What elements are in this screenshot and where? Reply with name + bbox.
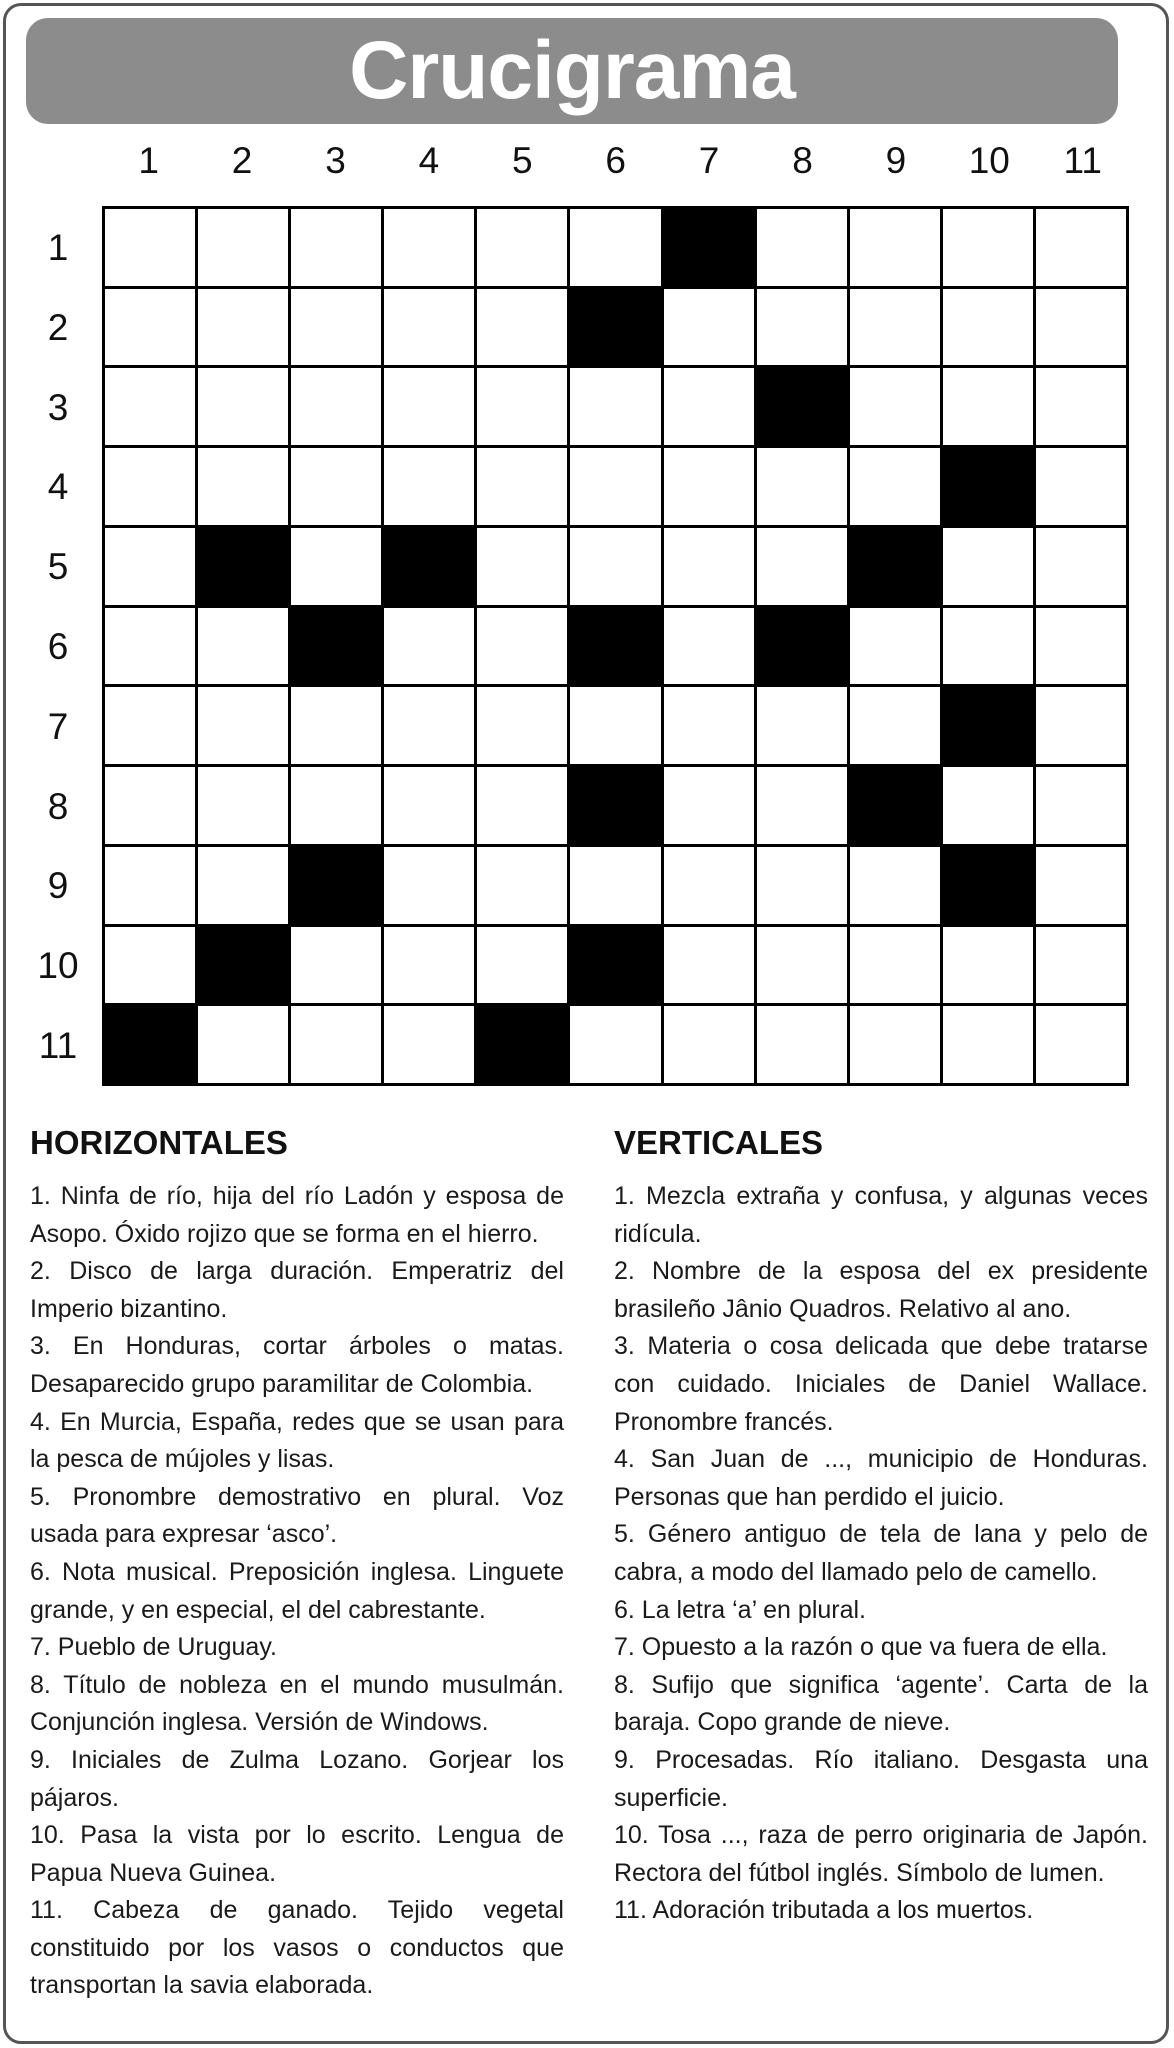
grid-cell[interactable] [850, 209, 940, 286]
black-cell [664, 209, 754, 286]
grid-cell[interactable] [850, 608, 940, 685]
grid-cell[interactable] [664, 767, 754, 844]
row-number: 4 [47, 466, 69, 508]
horizontales-clue-list [30, 1178, 564, 2005]
grid-cell[interactable] [850, 927, 940, 1004]
grid-cell[interactable] [757, 289, 847, 366]
horizontales-clue: 9. Iniciales de Zulma Lozano. Gorjear los pájaros. [30, 1745, 564, 1812]
row-number: 5 [47, 546, 69, 588]
grid-cell[interactable] [1036, 927, 1126, 1004]
grid-cell[interactable] [105, 847, 195, 924]
grid-cell[interactable] [198, 608, 288, 685]
black-cell [943, 448, 1033, 525]
grid-cell[interactable] [1036, 528, 1126, 605]
grid-cell[interactable] [850, 289, 940, 366]
grid-cell[interactable] [943, 209, 1033, 286]
black-cell [570, 927, 660, 1004]
grid-cell[interactable] [1036, 1006, 1126, 1083]
verticales-clue: 8. Sufijo que significa ‘agente’. Carta de la baraja. Copo grande de nieve. [614, 1670, 1148, 1737]
grid-cell[interactable] [105, 368, 195, 445]
grid-cell[interactable] [105, 209, 195, 286]
grid-cell[interactable] [477, 368, 567, 445]
grid-cell[interactable] [850, 448, 940, 525]
column-number: 9 [885, 140, 907, 181]
grid-cell[interactable] [291, 289, 381, 366]
grid-cell[interactable] [477, 448, 567, 525]
grid-cell[interactable] [198, 209, 288, 286]
column-number: 3 [325, 140, 346, 181]
grid-cell[interactable] [477, 209, 567, 286]
grid-cell[interactable] [198, 767, 288, 844]
grid-cell[interactable] [850, 687, 940, 764]
row-number: 9 [47, 865, 69, 907]
row-number: 7 [47, 705, 69, 747]
verticales-clue: 4. San Juan de ..., municipio de Honduras. Personas que han perdido el juicio. [614, 1445, 1148, 1511]
grid-cell[interactable] [1036, 767, 1126, 844]
black-cell [198, 528, 288, 605]
horizontales-clue: 6. Nota musical. Preposición inglesa. Linguete grande, y en especial, el del cabrestante. [30, 1557, 564, 1624]
grid-cell[interactable] [664, 847, 754, 924]
grid-cell[interactable] [1036, 209, 1126, 286]
grid-cell[interactable] [384, 289, 474, 366]
grid-cell[interactable] [477, 289, 567, 366]
grid-cell[interactable] [291, 767, 381, 844]
black-cell [477, 1006, 567, 1083]
black-cell [384, 528, 474, 605]
grid-cell[interactable] [477, 847, 567, 924]
grid-cell[interactable] [664, 368, 754, 445]
grid-cell[interactable] [850, 1006, 940, 1083]
verticales-clue: 7. Opuesto a la razón o que va fuera de ella. [614, 1633, 1108, 1662]
grid-cell[interactable] [291, 448, 381, 525]
grid-cell[interactable] [570, 528, 660, 605]
grid-cell[interactable] [105, 528, 195, 605]
grid-cell[interactable] [384, 368, 474, 445]
grid-cell[interactable] [943, 1006, 1033, 1083]
horizontales-clue: 11. Cabeza de ganado. Tejido vegetal constituido por los vasos o conductos que transportan la savia elaborada. [30, 1896, 564, 2000]
grid-cell[interactable] [105, 687, 195, 764]
black-cell [757, 608, 847, 685]
horizontales-clue: 1. Ninfa de río, hija del río Ladón y esposa de Asopo. Óxido rojizo que se forma en el hierro. [30, 1182, 564, 1248]
grid-cell[interactable] [384, 1006, 474, 1083]
black-cell [943, 687, 1033, 764]
black-cell [291, 608, 381, 685]
grid-cell[interactable] [570, 209, 660, 286]
row-number: 8 [47, 785, 69, 827]
grid-cell[interactable] [664, 289, 754, 366]
grid-cell[interactable] [384, 847, 474, 924]
black-cell [850, 767, 940, 844]
grid-cell[interactable] [570, 1006, 660, 1083]
grid-cell[interactable] [757, 847, 847, 924]
grid-cell[interactable] [943, 767, 1033, 844]
verticales-clue-list [614, 1178, 1148, 1930]
grid-cell[interactable] [198, 368, 288, 445]
grid-cell[interactable] [943, 368, 1033, 445]
grid-cell[interactable] [1036, 847, 1126, 924]
horizontales-clue: 8. Título de nobleza en el mundo musulmán. Conjunción inglesa. Versión de Windows. [30, 1670, 564, 1737]
grid-cell[interactable] [291, 368, 381, 445]
verticales-heading: VERTICALES [614, 1124, 824, 1161]
black-cell [570, 767, 660, 844]
grid-cell[interactable] [664, 927, 754, 1004]
column-number: 1 [138, 140, 159, 181]
grid-cell[interactable] [757, 687, 847, 764]
grid-cell[interactable] [105, 767, 195, 844]
grid-cell[interactable] [477, 767, 567, 844]
grid-cell[interactable] [1036, 687, 1126, 764]
grid-cell[interactable] [757, 209, 847, 286]
grid-cell[interactable] [1036, 608, 1126, 685]
grid-cell[interactable] [570, 687, 660, 764]
grid-cell[interactable] [384, 767, 474, 844]
grid-cell[interactable] [943, 608, 1033, 685]
verticales-clue: 11. Adoración tributada a los muertos. [614, 1896, 1034, 1925]
grid-cell[interactable] [291, 1006, 381, 1083]
page-title: Crucigrama [349, 25, 795, 116]
grid-cell[interactable] [570, 847, 660, 924]
crossword-grid [102, 206, 1129, 1086]
column-number: 7 [698, 140, 720, 181]
horizontales-clue: 5. Pronombre demostrativo en plural. Voz usada para expresar ‘asco’. [30, 1482, 564, 1549]
grid-cell[interactable] [477, 687, 567, 764]
horizontales-heading: HORIZONTALES [30, 1124, 288, 1161]
grid-cell[interactable] [664, 1006, 754, 1083]
grid-cell[interactable] [664, 528, 754, 605]
black-cell [757, 368, 847, 445]
black-cell [570, 608, 660, 685]
grid-cell[interactable] [757, 528, 847, 605]
grid-cell[interactable] [664, 608, 754, 685]
verticales-clue: 9. Procesadas. Río italiano. Desgasta una superficie. [614, 1745, 1148, 1812]
grid-cell[interactable] [850, 847, 940, 924]
row-number: 1 [47, 227, 69, 268]
verticales-clue: 6. La letra ‘a’ en plural. [614, 1595, 867, 1624]
grid-cell[interactable] [1036, 448, 1126, 525]
horizontales-clue: 10. Pasa la vista por lo escrito. Lengua de Papua Nueva Guinea. [30, 1821, 564, 1887]
black-cell [850, 528, 940, 605]
black-cell [105, 1006, 195, 1083]
horizontales-clue: 3. En Honduras, cortar árboles o matas. Desaparecido grupo paramilitar de Colombia. [30, 1332, 564, 1398]
grid-cell[interactable] [477, 927, 567, 1004]
grid-cell[interactable] [757, 927, 847, 1004]
black-cell [943, 847, 1033, 924]
grid-cell[interactable] [198, 1006, 288, 1083]
grid-cell[interactable] [943, 528, 1033, 605]
grid-cell[interactable] [291, 687, 381, 764]
grid-cell[interactable] [384, 209, 474, 286]
column-number: 2 [231, 140, 253, 181]
grid-cell[interactable] [850, 368, 940, 445]
grid-cell[interactable] [1036, 368, 1126, 445]
grid-cell[interactable] [105, 448, 195, 525]
verticales-clue: 2. Nombre de la esposa del ex presidente brasileño Jânio Quadros. Relativo al ano. [614, 1257, 1148, 1323]
black-cell [291, 847, 381, 924]
grid-cell[interactable] [105, 608, 195, 685]
grid-cell[interactable] [664, 448, 754, 525]
grid-cell[interactable] [1036, 289, 1126, 366]
grid-cell[interactable] [384, 927, 474, 1004]
row-number: 11 [38, 1025, 78, 1066]
grid-cell[interactable] [198, 289, 288, 366]
grid-cell[interactable] [384, 687, 474, 764]
grid-cell[interactable] [943, 289, 1033, 366]
grid-cell[interactable] [384, 608, 474, 685]
grid-cell[interactable] [384, 448, 474, 525]
title-banner [26, 18, 1118, 124]
grid-cell[interactable] [291, 927, 381, 1004]
grid-cell[interactable] [570, 368, 660, 445]
row-number: 10 [37, 945, 79, 987]
column-number: 11 [1063, 140, 1102, 181]
grid-cell[interactable] [198, 847, 288, 924]
row-number: 6 [47, 626, 69, 667]
column-number: 8 [792, 140, 813, 181]
column-number: 4 [418, 140, 440, 181]
column-number: 6 [605, 140, 626, 181]
grid-cell[interactable] [943, 927, 1033, 1004]
grid-cell[interactable] [664, 687, 754, 764]
grid-cell[interactable] [198, 687, 288, 764]
grid-cell[interactable] [757, 448, 847, 525]
verticales-clue: 5. Género antiguo de tela de lana y pelo de cabra, a modo del llamado pelo de camello. [614, 1520, 1148, 1586]
grid-cell[interactable] [477, 528, 567, 605]
grid-cell[interactable] [477, 608, 567, 685]
grid-cell[interactable] [570, 448, 660, 525]
column-number: 5 [512, 140, 533, 181]
grid-cell[interactable] [105, 289, 195, 366]
verticales-clue: 3. Materia o cosa delicada que debe tratarse con cuidado. Iniciales de Daniel Wallace. Pronombre francés. [614, 1332, 1148, 1436]
grid-cell[interactable] [291, 528, 381, 605]
grid-cell[interactable] [757, 1006, 847, 1083]
horizontales-clue: 7. Pueblo de Uruguay. [30, 1633, 277, 1662]
verticales-clue: 10. Tosa ..., raza de perro originaria de Japón. Rectora del fútbol inglés. Símbolo de lumen. [614, 1821, 1148, 1887]
horizontales-clue: 2. Disco de larga duración. Emperatriz del Imperio bizantino. [30, 1257, 564, 1323]
black-cell [198, 927, 288, 1004]
grid-cell[interactable] [198, 448, 288, 525]
grid-cell[interactable] [757, 767, 847, 844]
verticales-clue: 1. Mezcla extraña y confusa, y algunas veces ridícula. [614, 1182, 1148, 1248]
row-number: 3 [47, 386, 69, 428]
column-number: 10 [968, 140, 1010, 181]
row-number: 2 [47, 306, 69, 348]
horizontales-clue: 4. En Murcia, España, redes que se usan para la pesca de mújoles y lisas. [30, 1407, 564, 1474]
black-cell [570, 289, 660, 366]
grid-cell[interactable] [291, 209, 381, 286]
column-numbers [102, 140, 1129, 196]
grid-cell[interactable] [105, 927, 195, 1004]
